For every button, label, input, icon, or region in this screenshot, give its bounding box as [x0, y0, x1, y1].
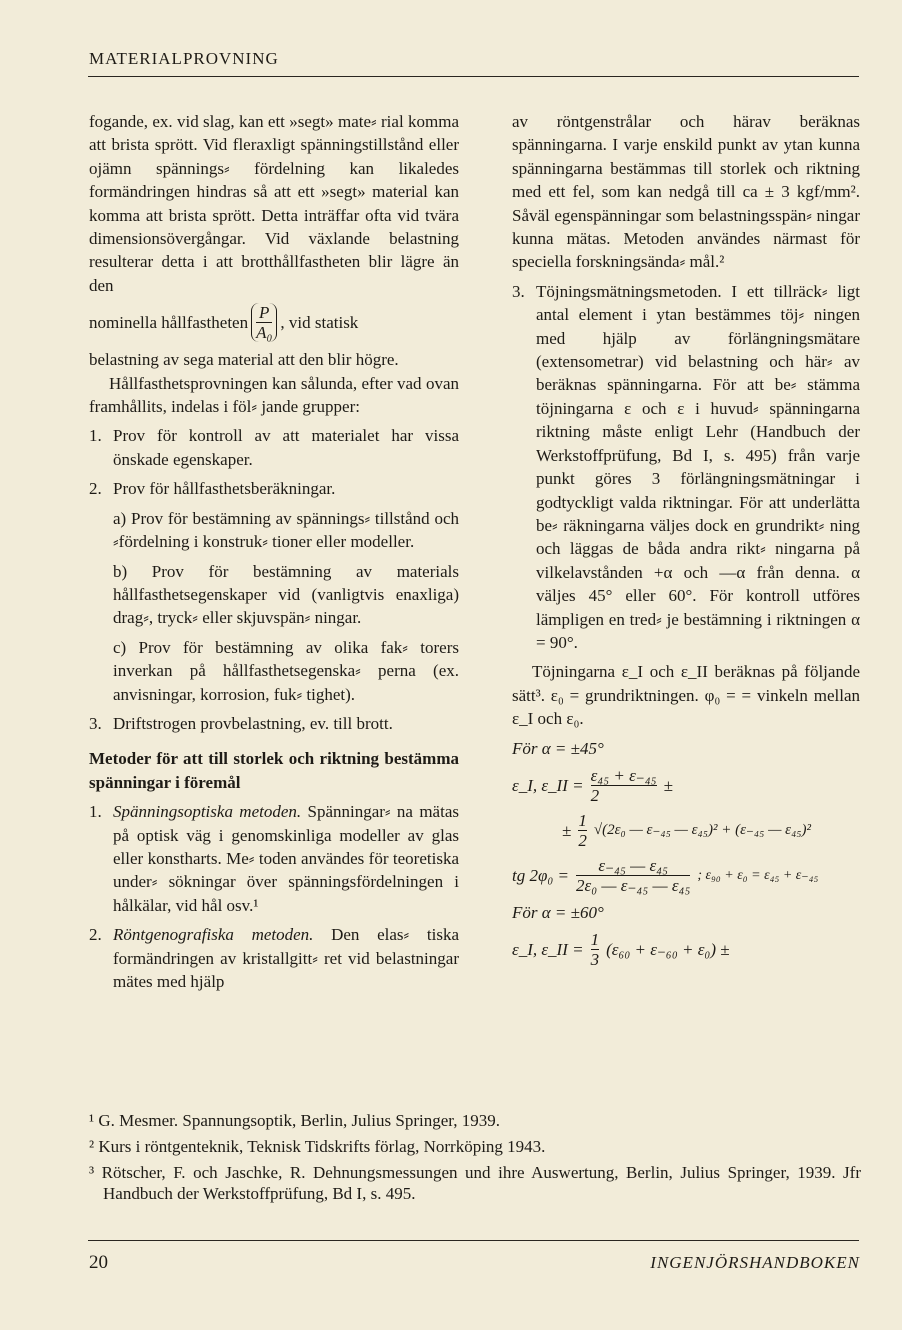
equation-principal-strains-45 — [512, 766, 860, 805]
page-number: 20 — [89, 1252, 108, 1273]
fraction — [587, 766, 661, 805]
fraction-denominator: A₀ — [256, 323, 273, 343]
running-header: MATERIALPROVNING — [89, 49, 279, 68]
method-item: 3. Töjningsmätningsmetoden. I ett tillräck⸗ ligt antal element i ytan bestämmes töj⸗ ningen med hjälp av förlängningsmätare (extensometrar) vid belastning och här⸗ av beräknas spänningarna. För att be⸗ stämma töjningarna ε och ε i huvud⸗ spänningarna riktning måste enligt Lehr (Handbuch der Werkstoffprüfung, Bd I, s. 495) från varje punkt göres 3 förlängningsmätningar i godtyckligt valda riktningar. För att underlätta be⸗ räkningarna väljes dock en grundrikt⸗ ning och läggas de båda andra rikt⸗ ningarna på vilkelavstånden +α och —α från denna. α väljes 45° eller 60°. För kontroll utföres lämpligen en tred⸗ je bestämning i riktningen α = 90°. — [512, 281, 860, 652]
running-footer: INGENJÖRSHANDBOKEN — [650, 1253, 860, 1272]
fraction-denominator: 2ε₀ — ε₋₄₅ — ε₄₅ — [576, 875, 691, 895]
fraction-denominator: 2 — [578, 830, 587, 850]
paragraph: Hållfasthetsprovningen kan sålunda, efter vad ovan framhållits, indelas i föl⸗ jande grupper: — [89, 373, 459, 417]
method-item: 2. Röntgenografiska metoden. Den elas⸗ tiska formändringen av kristallgitt⸗ ret vid belastningar mätes med hjälp — [89, 925, 459, 991]
paragraph: Töjningarna ε_I och ε_II beräknas på följande sätt³. ε₀ = grundriktningen. φ₀ = = vinkeln mellan ε_I och ε₀. — [512, 662, 860, 729]
list-item: 1. Prov för kontroll av att materialet har vissa önskade egenskaper. — [89, 426, 459, 469]
equation-lhs: ε_I, ε_II = — [512, 940, 584, 960]
method-item: 1. Spänningsoptiska metoden. Spänningar⸗ na mätas på optisk väg i genomskinliga modeller av glas eller konstharts. Me⸗ toden användes för teoretiska under⸗ sökningar över spänningsfördelningen i hålkälar, vid hål osv.¹ — [89, 802, 459, 915]
list-item: 3. Driftstrogen provbelastning, ev. till brott. — [89, 713, 393, 733]
equation-tail: (ε₆₀ + ε₋₆₀ + ε₀) ± — [606, 940, 730, 960]
equation-tail: ; ε₉₀ + ε₀ = ε₄₅ + ε₋₄₅ — [697, 867, 819, 883]
fraction-numerator: P — [259, 303, 270, 323]
paragraph: fogande, ex. vid slag, kan ett »segt» mate⸗ rial komma att brista sprött. Vid fleraxligt spänningstillstånd eller ojämn spännings⸗ fördelning kan likaledes formändringen hindras så att ett »segt» material kan komma att brista sprött. Detta inträffar ofta vid tvära dimensionsövergångar. Vid växlande belastning resulterar detta i att brotthållfastheten blir lägre än den — [89, 112, 459, 295]
case-heading: För α = ±45° — [512, 738, 604, 758]
left-column — [89, 110, 459, 993]
paragraph: av röntgenstrålar och härav beräknas spänningarna. I varje enskild punkt av ytan kunna spänningarna bestämmas till storlek och riktning med ett fel, som kan nedgå till ca ± 3 kgf/mm². Såväl egenspänningar som belastningsspän⸗ ningar kunna mätas. Metoden användes närmast för speciella forskningsända⸗ mål.² — [512, 112, 860, 272]
sub-item-b: b) Prov för bestämning av materials hållfasthetsegenskaper vid (vanligtvis enaxliga) drag⸗, tryck⸗ eller skjuvspän⸗ ningar. — [113, 561, 459, 628]
plus-minus: ± — [562, 820, 572, 840]
plus-minus: ± — [663, 775, 673, 795]
equation-lhs: tg 2φ₀ = — [512, 865, 570, 885]
footnote: ³ Rötscher, F. och Jaschke, R. Dehnungsmessungen und ihre Auswertung, Berlin, Julius Springer, 1939. Jfr Handbuch der Werkstoffprüfung, Bd I, s. 495. — [89, 1163, 861, 1203]
footer-rule — [88, 1240, 859, 1241]
fraction-numerator: ε₄₅ + ε₋₄₅ — [590, 765, 657, 785]
equation-root-term — [512, 811, 860, 850]
case-heading: För α = ±60° — [512, 902, 604, 922]
footnote: ² Kurs i röntgenteknik, Teknisk Tidskrifts förlag, Norrköping 1943. — [89, 1137, 546, 1156]
fraction-denominator: 3 — [590, 950, 600, 970]
footnotes — [89, 1110, 861, 1209]
paragraph: belastning av sega material att den blir högre. — [89, 350, 399, 370]
fraction-numerator: 1 — [578, 810, 587, 830]
sub-item-a: a) Prov för bestämning av spännings⸗ tillstånd och ⸗fördelning i konstruk⸗ tioner eller modeller. — [113, 508, 459, 552]
formula-tail: , vid statisk — [280, 313, 359, 333]
fraction — [572, 856, 694, 895]
fraction-p-over-a0 — [251, 303, 277, 342]
equation-angle — [512, 856, 860, 895]
square-root: √(2ε₀ — ε₋₄₅ — ε₄₅)² + (ε₋₄₅ — ε₄₅)² — [593, 821, 812, 838]
sub-item-c: c) Prov för bestämning av olika fak⸗ torers inverkan på hållfasthetsegenska⸗ perna (ex. anvisningar, korrosion, fuk⸗ tighet). — [113, 637, 459, 704]
fraction — [574, 811, 591, 850]
right-column — [512, 110, 860, 975]
fraction-numerator: ε₋₄₅ — ε₄₅ — [598, 855, 669, 875]
fraction-denominator: 2 — [591, 785, 657, 805]
formula-nominal-strength — [89, 303, 459, 342]
fraction-numerator: 1 — [590, 930, 600, 950]
list-item: 2. Prov för hållfasthetsberäkningar. — [89, 479, 336, 499]
equation-lhs: ε_I, ε_II = — [512, 775, 584, 795]
header-rule — [88, 76, 859, 77]
footnote: ¹ G. Mesmer. Spannungsoptik, Berlin, Julius Springer, 1939. — [89, 1111, 500, 1130]
fraction — [587, 930, 604, 969]
equation-principal-strains-60 — [512, 930, 860, 969]
formula-lead: nominella hållfastheten — [89, 313, 249, 333]
section-heading: Metoder för att till storlek och riktning bestämma spänningar i föremål — [89, 749, 459, 792]
